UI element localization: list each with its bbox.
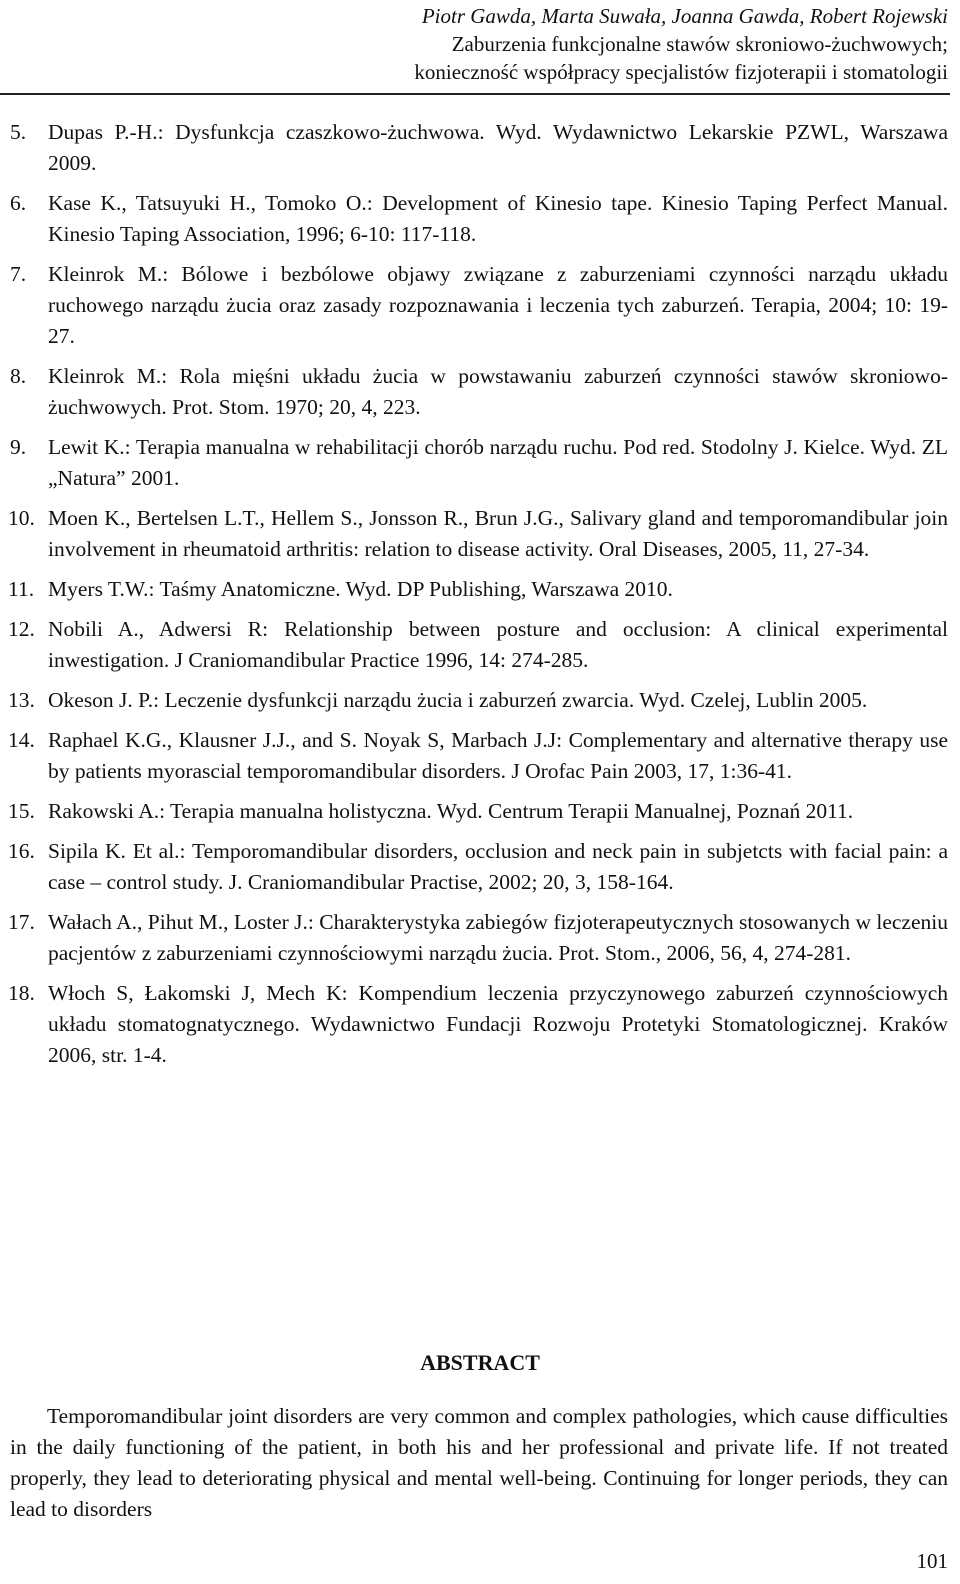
header-title-line-1: Zaburzenia funkcjonalne stawów skroniowo-żuchwowych;	[451, 32, 948, 56]
abstract-body: Temporomandibular joint disorders are very common and complex pathologies, which cause difficulties in the daily functioning of the patient, in both his and her professional and private life. If not treated properly, they lead to deteriorating physical and mental well-being. Continuing for longer periods, they can lead to disorders	[10, 1404, 948, 1521]
reference-text: Okeson J. P.: Leczenie dysfunkcji narządu żucia i zaburzeń zwarcia. Wyd. Czelej, Lublin 2005.	[48, 688, 868, 712]
reference-number: 17.	[8, 910, 35, 934]
reference-text: Kleinrok M.: Bólowe i bezbólowe objawy związane z zaburzeniami czynności narządu układu ruchowego narządu żucia oraz zasady rozpoznawania i leczenia tych zaburzeń. Terapia, 2004; 10: 19-27.	[48, 262, 948, 348]
reference-item	[10, 503, 948, 565]
reference-number: 18.	[8, 981, 35, 1005]
reference-item	[10, 796, 948, 827]
reference-text: Raphael K.G., Klausner J.J., and S. Noyak S, Marbach J.J: Complementary and alternative therapy use by patients myorascial temporomandibular disorders. J Orofac Pain 2003, 17, 1:36-41.	[48, 728, 948, 783]
reference-number: 14.	[8, 728, 35, 752]
reference-item	[10, 978, 948, 1071]
reference-item	[10, 725, 948, 787]
reference-number: 9.	[10, 435, 27, 459]
reference-text: Wałach A., Pihut M., Loster J.: Charakterystyka zabiegów fizjoterapeutycznych stosowanych w leczeniu pacjentów z zaburzeniami czynnościowymi narządu żucia. Prot. Stom., 2006, 56, 4, 274-281.	[48, 910, 948, 965]
reference-text: Moen K., Bertelsen L.T., Hellem S., Jonsson R., Brun J.G., Salivary gland and temporomandibular join involvement in rheumatoid arthritis: relation to disease activity. Oral Diseases, 2005, 11, 27-34.	[48, 506, 948, 561]
reference-list	[10, 117, 948, 1080]
reference-text: Lewit K.: Terapia manualna w rehabilitacji chorób narządu ruchu. Pod red. Stodolny J. Kielce. Wyd. ZL „Natura” 2001.	[48, 435, 948, 490]
reference-text: Nobili A., Adwersi R: Relationship between posture and occlusion: A clinical experimental inwestigation. J Craniomandibular Practice 1996, 14: 274-285.	[48, 617, 948, 672]
header-title-line-2: konieczność współpracy specjalistów fizjoterapii i stomatologii	[414, 60, 948, 84]
abstract-heading: ABSTRACT	[420, 1350, 540, 1375]
reference-number: 6.	[10, 191, 27, 215]
reference-text: Kase K., Tatsuyuki H., Tomoko O.: Development of Kinesio tape. Kinesio Taping Perfect Manual. Kinesio Taping Association, 1996; 6-10: 117-118.	[48, 191, 948, 246]
reference-item	[10, 614, 948, 676]
running-header	[22, 2, 948, 86]
page-number: 101	[916, 1549, 948, 1573]
reference-text: Dupas P.-H.: Dysfunkcja czaszkowo-żuchwowa. Wyd. Wydawnictwo Lekarskie PZWL, Warszawa 2009.	[48, 120, 948, 175]
reference-number: 8.	[10, 364, 27, 388]
reference-text: Sipila K. Et al.: Temporomandibular disorders, occlusion and neck pain in subjetcts with facial pain: a case – control study. J. Craniomandibular Practise, 2002; 20, 3, 158-164.	[48, 839, 948, 894]
reference-number: 7.	[10, 262, 27, 286]
reference-item	[10, 836, 948, 898]
reference-text: Kleinrok M.: Rola mięśni układu żucia w powstawaniu zaburzeń czynności stawów skroniowo-żuchwowych. Prot. Stom. 1970; 20, 4, 223.	[48, 364, 948, 419]
reference-item	[10, 685, 948, 716]
reference-number: 15.	[8, 799, 35, 823]
reference-text: Rakowski A.: Terapia manualna holistyczna. Wyd. Centrum Terapii Manualnej, Poznań 2011.	[48, 799, 854, 823]
reference-number: 5.	[10, 120, 27, 144]
reference-item	[10, 574, 948, 605]
reference-item	[10, 907, 948, 969]
header-authors: Piotr Gawda, Marta Suwała, Joanna Gawda, Robert Rojewski	[421, 4, 948, 28]
header-rule	[0, 93, 950, 95]
reference-text: Włoch S, Łakomski J, Mech K: Kompendium leczenia przyczynowego zaburzeń czynnościowych układu stomatognatycznego. Wydawnictwo Fundacji Rozwoju Protetyki Stomatologicznej. Kraków 2006, str. 1-4.	[48, 981, 948, 1067]
reference-item	[10, 188, 948, 250]
reference-number: 16.	[8, 839, 35, 863]
reference-number: 12.	[8, 617, 35, 641]
reference-number: 10.	[8, 506, 35, 530]
reference-item	[10, 361, 948, 423]
reference-item	[10, 259, 948, 352]
reference-number: 11.	[8, 577, 35, 601]
reference-text: Myers T.W.: Taśmy Anatomiczne. Wyd. DP Publishing, Warszawa 2010.	[48, 577, 673, 601]
reference-item	[10, 117, 948, 179]
reference-number: 13.	[8, 688, 35, 712]
reference-item	[10, 432, 948, 494]
